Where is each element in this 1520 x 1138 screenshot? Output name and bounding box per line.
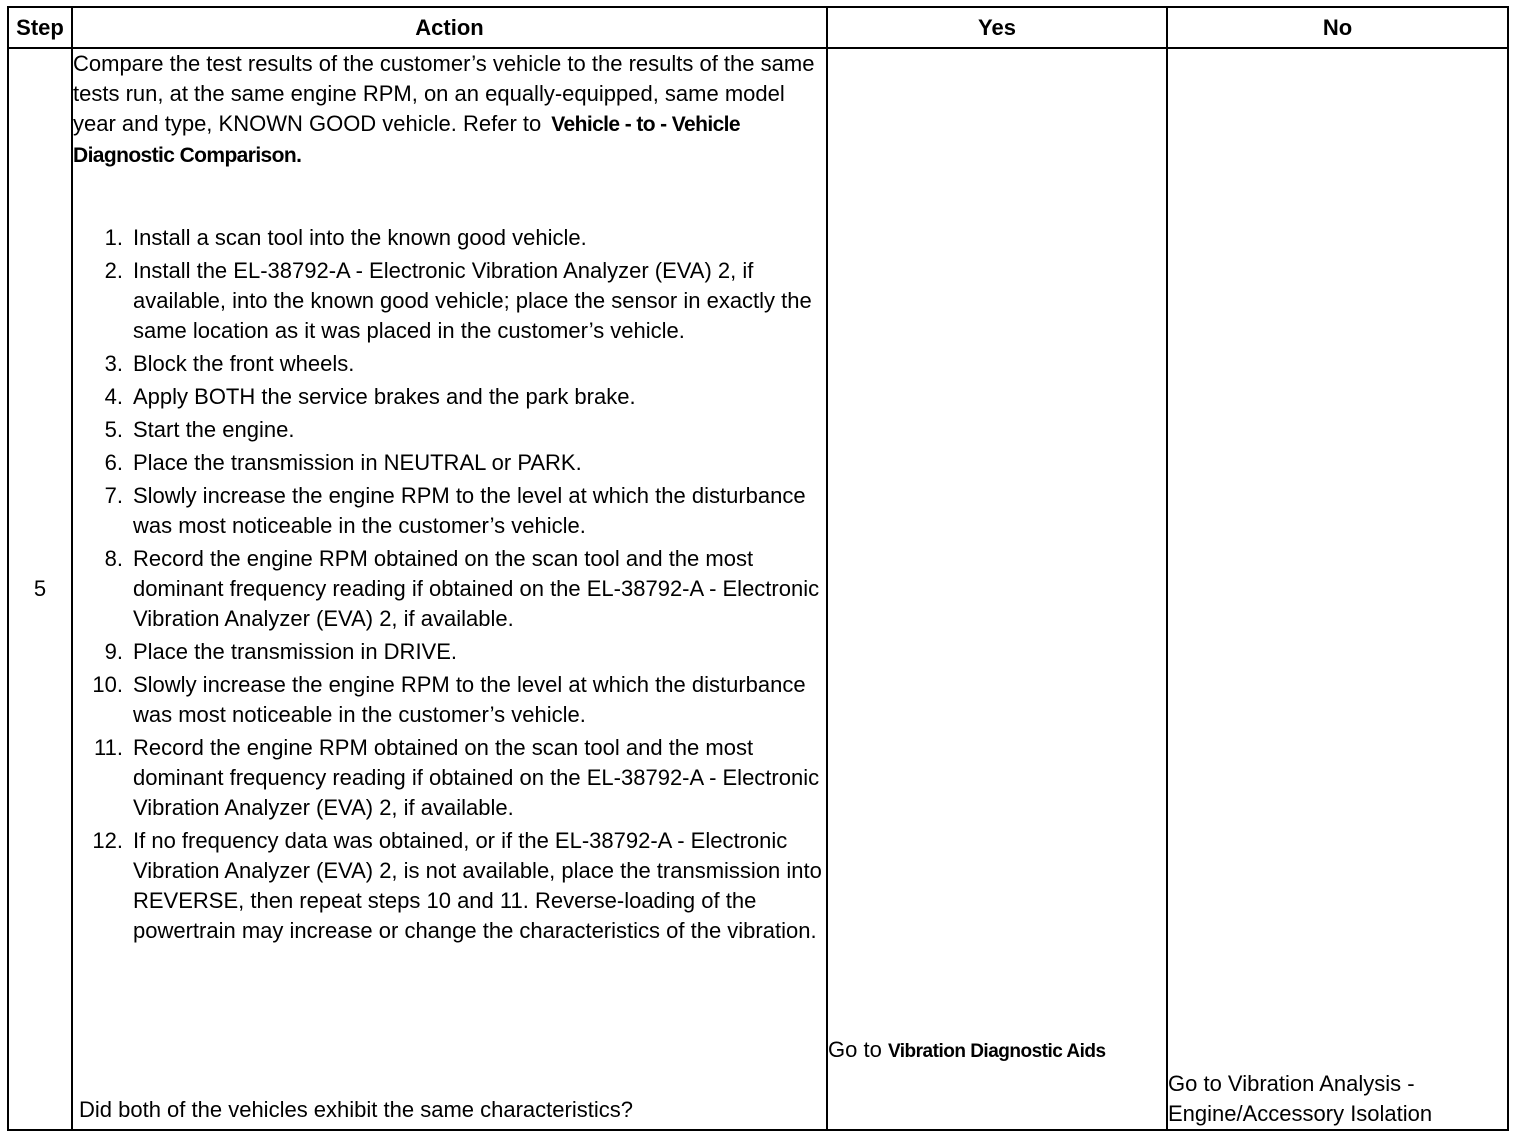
header-action: Action — [72, 7, 827, 48]
no-cell — [1167, 48, 1508, 1130]
action-question: Did both of the vehicles exhibit the same characteristics? — [79, 1097, 633, 1122]
procedure-step — [73, 733, 826, 823]
step-text: Record the engine RPM obtained on the scan tool and the most dominant frequency reading if obtained on the EL-38792-A - Electronic Vibration Analyzer (EVA) 2, if available. — [133, 546, 820, 631]
step-text: If no frequency data was obtained, or if the EL-38792-A - Electronic Vibration Analyzer (EVA) 2, is not available, place the transmission into REVERSE, then repeat steps 10 and 11. Reverse-loading of the powertrain may increase or change the characteristics of the vibration. — [133, 828, 822, 943]
vibration-diagnostic-aids-link[interactable]: Vibration Diagnostic Aids — [887, 1041, 1106, 1062]
step-index: 4. — [104, 384, 123, 409]
header-step: Step — [8, 7, 72, 48]
action-intro — [73, 49, 826, 171]
procedure-step — [73, 637, 826, 667]
step-index: 7. — [104, 483, 123, 508]
procedure-step — [73, 382, 826, 412]
header-yes: Yes — [827, 7, 1167, 48]
diagnostic-table — [7, 6, 1509, 1131]
step-text: Apply BOTH the service brakes and the park brake. — [133, 384, 636, 409]
step-text: Place the transmission in NEUTRAL or PARK. — [133, 450, 582, 475]
procedure-step — [73, 256, 826, 346]
step-index: 12. — [92, 828, 123, 853]
step-text: Start the engine. — [133, 417, 295, 442]
step-index: 2. — [104, 258, 123, 283]
procedure-step — [73, 349, 826, 379]
yes-action — [828, 1035, 1166, 1067]
step-text: Place the transmission in DRIVE. — [133, 639, 458, 664]
step-index: 9. — [104, 639, 123, 664]
procedure-step — [73, 544, 826, 634]
action-cell — [72, 48, 827, 1130]
step-text: Record the engine RPM obtained on the scan tool and the most dominant frequency reading if obtained on the EL-38792-A - Electronic Vibration Analyzer (EVA) 2, if available. — [133, 735, 820, 820]
procedure-steps — [73, 223, 826, 946]
step-text: Slowly increase the engine RPM to the level at which the disturbance was most noticeable in the customer’s vehicle. — [133, 483, 806, 538]
header-row — [8, 7, 1508, 48]
step-index: 11. — [94, 735, 123, 760]
step-text: Install a scan tool into the known good vehicle. — [133, 225, 587, 250]
vehicle-comparison-link[interactable]: Vehicle - to - Vehicle Diagnostic Comparison. — [73, 113, 740, 167]
step-text: Block the front wheels. — [133, 351, 355, 376]
step-index: 1. — [104, 225, 123, 250]
step-index: 10. — [92, 672, 123, 697]
procedure-step — [73, 448, 826, 478]
step-index: 5. — [104, 417, 123, 442]
intro-text: Compare the test results of the customer’s vehicle to the results of the same tests run, at the same engine RPM, on an equally-equipped, same model year and type, KNOWN GOOD vehicle. Refer to — [73, 51, 815, 136]
step-row — [8, 48, 1508, 1130]
procedure-step — [73, 481, 826, 541]
procedure-step — [73, 670, 826, 730]
procedure-step — [73, 223, 826, 253]
step-number: 5 — [8, 48, 72, 1130]
step-index: 8. — [104, 546, 123, 571]
procedure-step — [73, 826, 826, 946]
procedure-step — [73, 415, 826, 445]
step-text: Install the EL-38792-A - Electronic Vibration Analyzer (EVA) 2, if available, into the known good vehicle; place the sensor in exactly the same location as it was placed in the customer’s vehicle. — [133, 258, 812, 343]
yes-cell — [827, 48, 1167, 1130]
step-index: 6. — [104, 450, 123, 475]
no-action[interactable]: Go to Vibration Analysis - Engine/Accessory Isolation — [1168, 1071, 1433, 1126]
step-text: Slowly increase the engine RPM to the level at which the disturbance was most noticeable in the customer’s vehicle. — [133, 672, 806, 727]
yes-prefix: Go to — [828, 1037, 882, 1062]
header-no: No — [1167, 7, 1508, 48]
step-index: 3. — [104, 351, 123, 376]
